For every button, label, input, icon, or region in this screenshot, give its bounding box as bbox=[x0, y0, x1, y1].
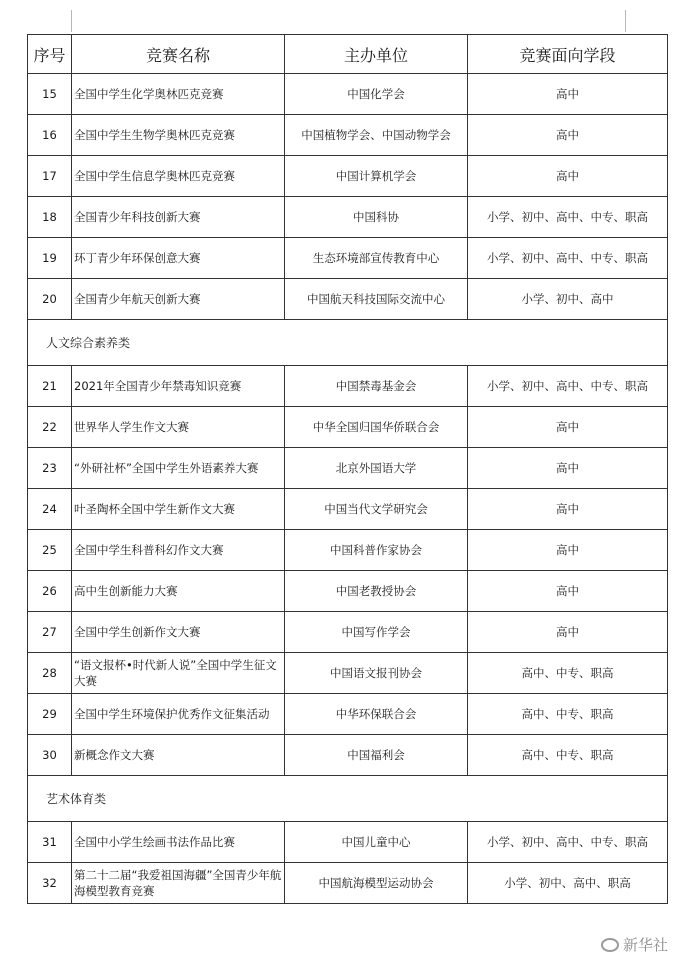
table-row bbox=[28, 74, 668, 115]
cell-organizer: 中国禁毒基金会 bbox=[285, 366, 468, 407]
watermark-text: 新华社 bbox=[622, 936, 668, 954]
cell-name: 全国中学生科普科幻作文大赛 bbox=[72, 530, 285, 571]
cell-no: 28 bbox=[28, 653, 72, 694]
header-organizer: 主办单位 bbox=[285, 35, 468, 74]
table-row bbox=[28, 822, 668, 863]
cell-no: 22 bbox=[28, 407, 72, 448]
cell-level: 高中 bbox=[468, 571, 668, 612]
cell-name: 第二十二届“我爱祖国海疆”全国青少年航海模型教育竞赛 bbox=[72, 863, 285, 904]
table-row bbox=[28, 653, 668, 694]
cell-level: 高中 bbox=[468, 407, 668, 448]
table-row bbox=[28, 197, 668, 238]
cell-no: 24 bbox=[28, 489, 72, 530]
cell-level: 小学、初中、高中 bbox=[468, 279, 668, 320]
cell-level: 高中、中专、职高 bbox=[468, 653, 668, 694]
cell-organizer: 中国航天科技国际交流中心 bbox=[285, 279, 468, 320]
cell-level: 高中 bbox=[468, 156, 668, 197]
watermark bbox=[601, 934, 668, 955]
cell-name: 全国青少年航天创新大赛 bbox=[72, 279, 285, 320]
cell-organizer: 中国科协 bbox=[285, 197, 468, 238]
cell-level: 高中 bbox=[468, 612, 668, 653]
cell-organizer: 中国儿童中心 bbox=[285, 822, 468, 863]
cell-organizer: 中国植物学会、中国动物学会 bbox=[285, 115, 468, 156]
cell-organizer: 中华环保联合会 bbox=[285, 694, 468, 735]
header-no: 序号 bbox=[28, 35, 72, 74]
cell-name: 全国中学生信息学奥林匹克竞赛 bbox=[72, 156, 285, 197]
cell-organizer: 中国写作学会 bbox=[285, 612, 468, 653]
cell-organizer: 中国福利会 bbox=[285, 735, 468, 776]
table-row bbox=[28, 407, 668, 448]
cell-no: 30 bbox=[28, 735, 72, 776]
table-row bbox=[28, 489, 668, 530]
cell-organizer: 北京外国语大学 bbox=[285, 448, 468, 489]
cell-no: 31 bbox=[28, 822, 72, 863]
section-row bbox=[28, 776, 668, 822]
competition-table bbox=[27, 34, 668, 904]
section-label: 人文综合素养类 bbox=[28, 320, 668, 366]
section-label: 艺术体育类 bbox=[28, 776, 668, 822]
table-row bbox=[28, 448, 668, 489]
weibo-icon bbox=[601, 938, 619, 952]
table-row bbox=[28, 366, 668, 407]
header-name: 竞赛名称 bbox=[72, 35, 285, 74]
cell-level: 高中、中专、职高 bbox=[468, 735, 668, 776]
table-row bbox=[28, 238, 668, 279]
cell-name: 全国中学生生物学奥林匹克竞赛 bbox=[72, 115, 285, 156]
cell-no: 19 bbox=[28, 238, 72, 279]
cell-no: 27 bbox=[28, 612, 72, 653]
section-row bbox=[28, 320, 668, 366]
cell-no: 15 bbox=[28, 74, 72, 115]
table-row bbox=[28, 530, 668, 571]
table-body bbox=[28, 74, 668, 904]
table-row bbox=[28, 694, 668, 735]
table-header-row bbox=[28, 35, 668, 74]
cell-name: 2021年全国青少年禁毒知识竞赛 bbox=[72, 366, 285, 407]
cell-no: 18 bbox=[28, 197, 72, 238]
cell-name: 世界华人学生作文大赛 bbox=[72, 407, 285, 448]
table-row bbox=[28, 279, 668, 320]
cell-organizer: 中国航海模型运动协会 bbox=[285, 863, 468, 904]
cell-name: 叶圣陶杯全国中学生新作文大赛 bbox=[72, 489, 285, 530]
cell-name: 全国中小学生绘画书法作品比赛 bbox=[72, 822, 285, 863]
cell-level: 小学、初中、高中、中专、职高 bbox=[468, 366, 668, 407]
cell-no: 23 bbox=[28, 448, 72, 489]
cell-organizer: 中国计算机学会 bbox=[285, 156, 468, 197]
page-corner-mark-left bbox=[71, 10, 72, 32]
cell-name: 新概念作文大赛 bbox=[72, 735, 285, 776]
cell-organizer: 生态环境部宣传教育中心 bbox=[285, 238, 468, 279]
cell-name: 高中生创新能力大赛 bbox=[72, 571, 285, 612]
cell-no: 26 bbox=[28, 571, 72, 612]
cell-level: 小学、初中、高中、中专、职高 bbox=[468, 822, 668, 863]
cell-name: 全国中学生创新作文大赛 bbox=[72, 612, 285, 653]
table-row bbox=[28, 735, 668, 776]
table-row bbox=[28, 115, 668, 156]
cell-no: 20 bbox=[28, 279, 72, 320]
cell-name: “外研社杯”全国中学生外语素养大赛 bbox=[72, 448, 285, 489]
cell-level: 高中、中专、职高 bbox=[468, 694, 668, 735]
cell-name: “语文报杯•时代新人说”全国中学生征文大赛 bbox=[72, 653, 285, 694]
cell-no: 17 bbox=[28, 156, 72, 197]
cell-level: 高中 bbox=[468, 530, 668, 571]
cell-name: 全国中学生环境保护优秀作文征集活动 bbox=[72, 694, 285, 735]
cell-organizer: 中国化学会 bbox=[285, 74, 468, 115]
cell-organizer: 中国科普作家协会 bbox=[285, 530, 468, 571]
cell-no: 25 bbox=[28, 530, 72, 571]
cell-organizer: 中国当代文学研究会 bbox=[285, 489, 468, 530]
header-level: 竞赛面向学段 bbox=[468, 35, 668, 74]
cell-level: 高中 bbox=[468, 115, 668, 156]
table-row bbox=[28, 156, 668, 197]
table-row bbox=[28, 863, 668, 904]
cell-name: 全国中学生化学奥林匹克竞赛 bbox=[72, 74, 285, 115]
cell-level: 小学、初中、高中、职高 bbox=[468, 863, 668, 904]
cell-no: 29 bbox=[28, 694, 72, 735]
cell-no: 32 bbox=[28, 863, 72, 904]
cell-level: 小学、初中、高中、中专、职高 bbox=[468, 238, 668, 279]
cell-level: 高中 bbox=[468, 74, 668, 115]
table-row bbox=[28, 612, 668, 653]
table-row bbox=[28, 571, 668, 612]
cell-no: 16 bbox=[28, 115, 72, 156]
cell-name: 环丁青少年环保创意大赛 bbox=[72, 238, 285, 279]
cell-organizer: 中国语文报刊协会 bbox=[285, 653, 468, 694]
cell-organizer: 中华全国归国华侨联合会 bbox=[285, 407, 468, 448]
cell-level: 高中 bbox=[468, 489, 668, 530]
page-corner-mark-right bbox=[625, 10, 626, 32]
cell-level: 小学、初中、高中、中专、职高 bbox=[468, 197, 668, 238]
cell-no: 21 bbox=[28, 366, 72, 407]
cell-level: 高中 bbox=[468, 448, 668, 489]
cell-name: 全国青少年科技创新大赛 bbox=[72, 197, 285, 238]
cell-organizer: 中国老教授协会 bbox=[285, 571, 468, 612]
